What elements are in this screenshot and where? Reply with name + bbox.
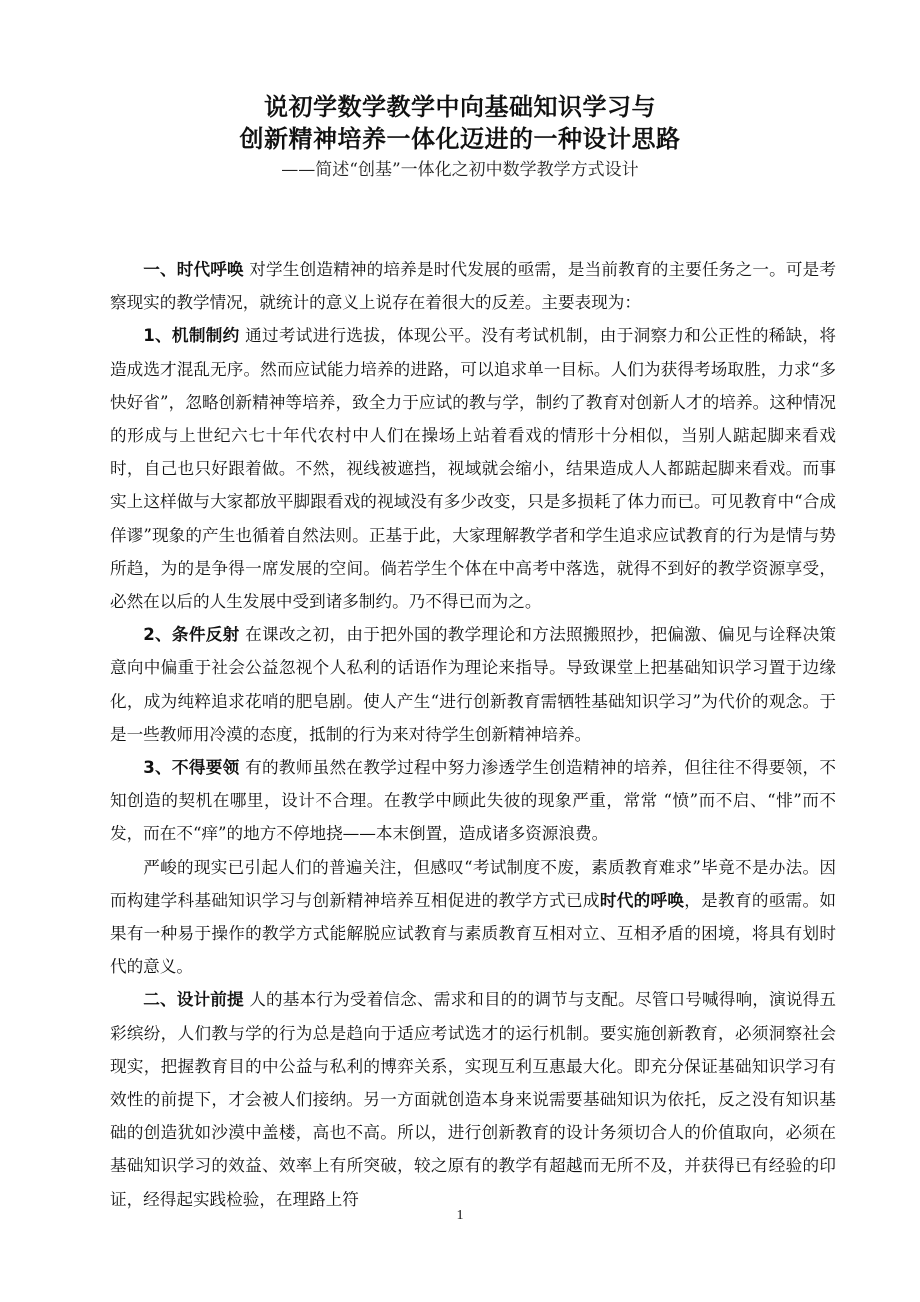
paragraph-summary — [110, 851, 836, 984]
emphasis-text: 时代的呼唤 — [599, 890, 685, 910]
paragraph-point-2 — [110, 618, 836, 751]
paragraph-point-3 — [110, 751, 836, 851]
paragraph-section-1 — [110, 253, 836, 319]
paragraph-text: 对学生创造精神的培养是时代发展的亟需，是当前教育的主要任务之一。可是考察现实的教学情况，就统计的意义上说存在着很大的反差。主要表现为： — [110, 260, 837, 313]
paragraph-heading: 2、条件反射 — [143, 625, 240, 645]
paragraph-text-tail: ，是教育的亟需。如果有一种易于操作的教学方式能解脱应试教育与素质教育互相对立、互相矛盾的困境，将具有划时代的意义。 — [110, 890, 836, 977]
paragraph-heading: 二、设计前提 — [143, 990, 244, 1010]
paragraph-heading: 1、机制制约 — [143, 326, 240, 346]
paragraph-text: 人的基本行为受着信念、需求和目的的调节与支配。尽管口号喊得响，演说得五彩缤纷，人们教与学的行为总是趋向于适应考试选才的运行机制。要实施创新教育，必须洞察社会现实，把握教育目的中公益与私利的博弈关系，实现互利互惠最大化。即充分保证基础知识学习有效性的前提下，才会被人们接纳。另一方面就创造本身来说需要基础知识为依托，反之没有知识基础的创造犹如沙漠中盖楼，高也不高。所以，进行创新教育的设计务须切合人的价值取向，必须在基础知识学习的效益、效率上有所突破，较之原有的教学有超越而无所不及，并获得已有经验的印证，经得起实践检验，在理路上符 — [110, 990, 837, 1209]
paragraph-section-2 — [110, 983, 836, 1215]
paragraph-heading: 3、不得要领 — [143, 758, 240, 778]
paragraph-text: 在课改之初，由于把外国的教学理论和方法照搬照抄，把偏激、偏见与诠释决策意向中偏重于社会公益忽视个人私利的话语作为理论来指导。导致课堂上把基础知识学习置于边缘化，成为纯粹追求花哨的肥皂剧。使人产生“进行创新教育需牺牲基础知识学习”为代价的观念。于是一些教师用冷漠的态度，抵制的行为来对待学生创新精神培养。 — [110, 625, 836, 744]
title-line-1: 说初学数学教学中向基础知识学习与 — [264, 93, 656, 121]
paragraph-heading: 一、时代呼唤 — [143, 260, 244, 279]
title-line-2: 创新精神培养一体化迈进的一种设计思路 — [239, 125, 681, 153]
paragraph-point-1 — [110, 319, 836, 618]
paragraph-text: 严峻的现实已引起人们的普遍关注，但感叹“考试制度不废，素质教育难求”毕竟不是办法。因而构建学科基础知识学习与创新精神培养互相促进的教学方式已成 — [110, 857, 836, 910]
document-body — [110, 253, 836, 1216]
page-number: 1 — [456, 1208, 464, 1223]
subtitle: ——简述“创基”一体化之初中数学教学方式设计 — [281, 160, 639, 180]
paragraph-text: 有的教师虽然在教学过程中努力渗透学生创造精神的培养，但往往不得要领，不知创造的契机在哪里，设计不合理。在教学中顾此失彼的现象严重，常常 “愤”而不启、“悱”而不发，而在不“痒”的地方不停地挠——本末倒置，造成诸多资源浪费。 — [110, 758, 836, 844]
paragraph-text: 通过考试进行选拔，体现公平。没有考试机制，由于洞察力和公正性的稀缺，将造成选才混乱无序。然而应试能力培养的进路，可以追求单一目标。人们为获得考场取胜，力求“多快好省”，忽略创新精神等培养，致全力于应试的教与学，制约了教育对创新人才的培养。这种情况的形成与上世纪六七十年代农村中人们在操场上站着看戏的情形十分相似，当别人踮起脚来看戏时，自己也只好跟着做。不然，视线被遮挡，视域就会缩小，结果造成人人都踮起脚来看戏。而事实上这样做与大家都放平脚跟看戏的视域没有多少改变，只是多损耗了体力而已。可见教育中“合成佯谬”现象的产生也循着自然法则。正基于此，大家理解教学者和学生追求应试教育的行为是情与势所趋，为的是争得一席发展的空间。倘若学生个体在中高考中落选，就得不到好的教学资源享受，必然在以后的人生发展中受到诸多制约。乃不得已而为之。 — [110, 326, 836, 612]
